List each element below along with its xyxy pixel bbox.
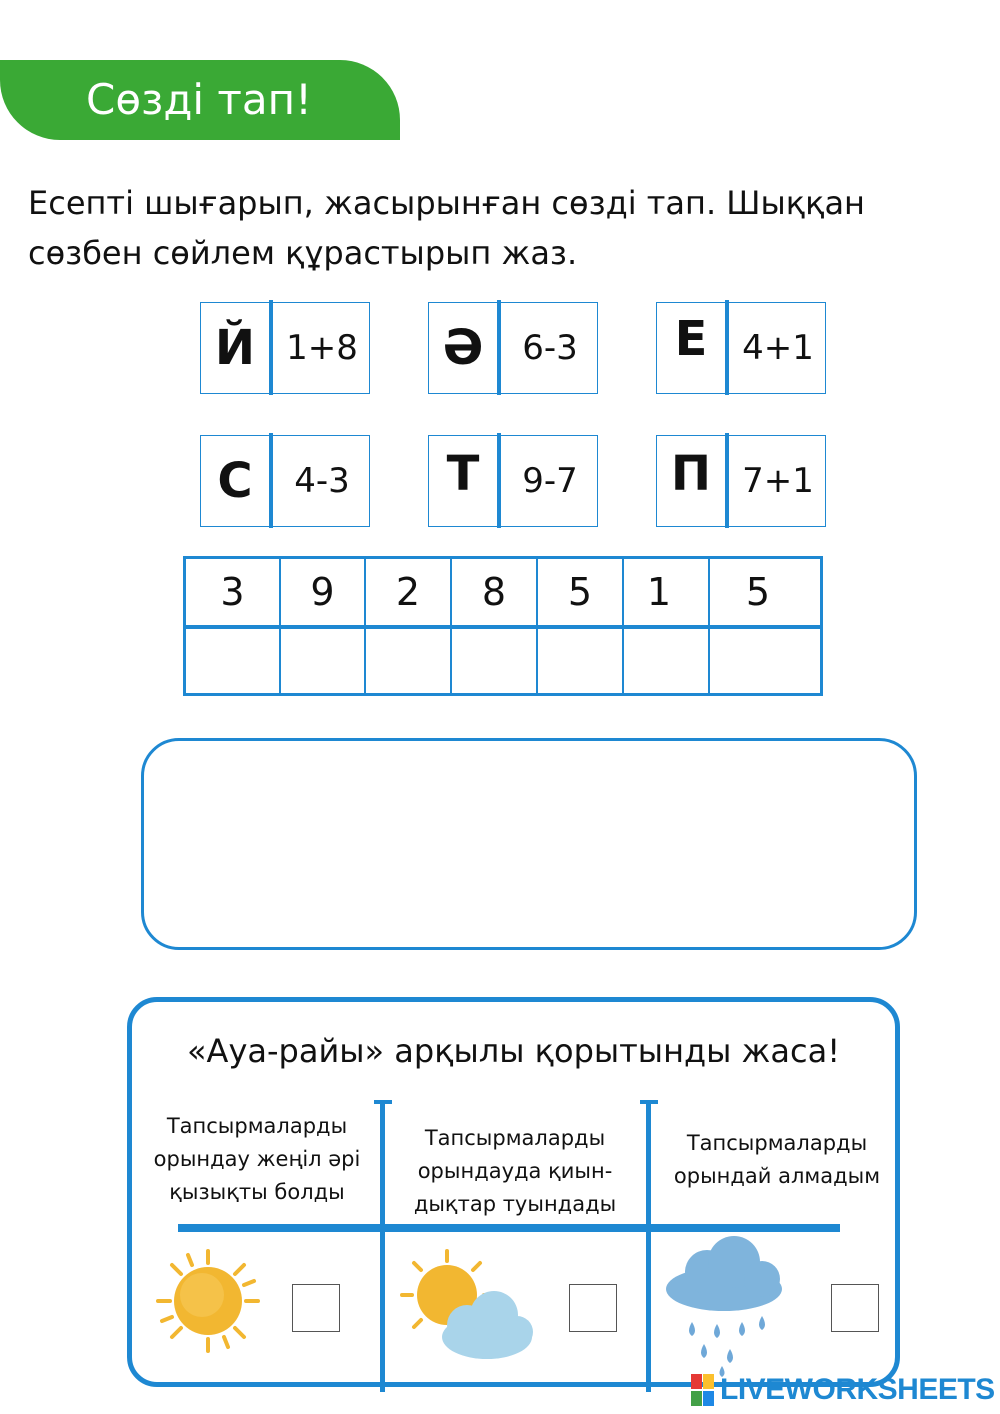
- card-expression: 6-3: [522, 328, 578, 368]
- letter-input-cell[interactable]: [366, 629, 450, 693]
- card-letter: С: [217, 453, 253, 509]
- letter-input-cell[interactable]: [452, 629, 536, 693]
- letter-input-cell[interactable]: [281, 629, 364, 693]
- letter-input-cell[interactable]: [186, 629, 279, 693]
- checkbox-failed[interactable]: [831, 1284, 879, 1332]
- grid-number: 5: [745, 570, 771, 614]
- letter-card: [200, 435, 370, 527]
- card-divider: [269, 433, 273, 528]
- grid-number: 2: [395, 570, 421, 614]
- letter-card: [656, 302, 826, 394]
- title-banner: [0, 60, 400, 140]
- card-divider: [269, 300, 273, 395]
- grid-number: 1: [646, 570, 672, 614]
- page-title: Сөзді тап!: [86, 75, 312, 124]
- checkbox-easy[interactable]: [292, 1284, 340, 1332]
- sun-icon: [154, 1247, 262, 1355]
- card-divider: [497, 433, 501, 528]
- liveworksheets-logo-icon: [690, 1373, 716, 1407]
- letter-card: [428, 435, 598, 527]
- letter-card: [656, 435, 826, 527]
- card-letter: Т: [446, 446, 480, 502]
- header-divider: [178, 1224, 840, 1232]
- card-divider: [725, 300, 729, 395]
- column-divider-cap: [374, 1100, 392, 1104]
- card-letter: Й: [214, 320, 256, 376]
- column-divider: [646, 1102, 651, 1392]
- card-letter: Е: [674, 311, 708, 367]
- card-expression: 9-7: [522, 461, 578, 501]
- column-divider: [380, 1102, 385, 1392]
- letter-card: [200, 302, 370, 394]
- grid-number: 5: [567, 570, 593, 614]
- checkbox-difficult[interactable]: [569, 1284, 617, 1332]
- answer-grid: [183, 556, 823, 696]
- grid-number: 9: [310, 570, 335, 614]
- sentence-input-box[interactable]: [141, 738, 917, 950]
- card-expression: 4+1: [742, 328, 814, 368]
- column-text-easy: Тапсырмаларды орындау жеңіл әрі қызықты болды: [153, 1114, 361, 1204]
- card-divider: [725, 433, 729, 528]
- card-expression: 7+1: [742, 461, 814, 501]
- letter-input-cell[interactable]: [538, 629, 622, 693]
- grid-number: 3: [220, 570, 245, 614]
- liveworksheets-watermark: [690, 1372, 995, 1408]
- letter-input-cell[interactable]: [710, 629, 820, 693]
- reflection-title: «Ауа-райы» арқылы қорытынды жаса!: [186, 1032, 841, 1070]
- card-expression: 4-3: [294, 461, 350, 501]
- column-text-failed: Тапсырмаларды орындай алмадым: [673, 1131, 881, 1188]
- letter-input-cell[interactable]: [624, 629, 708, 693]
- letter-card: [428, 302, 598, 394]
- sun-cloud-icon: [392, 1247, 542, 1367]
- card-divider: [497, 300, 501, 395]
- card-expression: 1+8: [286, 328, 358, 368]
- grid-number: 8: [481, 570, 507, 614]
- instruction-text: Есепті шығарып, жасырынған сөзді тап. Шыққан сөзбен сөйлем құрастырып жаз.: [28, 184, 865, 272]
- rain-cloud-icon: [662, 1234, 787, 1379]
- reflection-panel: [127, 997, 900, 1387]
- column-text-difficult: Тапсырмаларды орындауда қиын-дықтар туындады: [413, 1126, 617, 1216]
- watermark-text: LIVEWORKSHEETS: [720, 1373, 995, 1406]
- card-letter: Ә: [442, 320, 484, 376]
- card-letter: П: [670, 446, 712, 502]
- column-divider-cap: [640, 1100, 658, 1104]
